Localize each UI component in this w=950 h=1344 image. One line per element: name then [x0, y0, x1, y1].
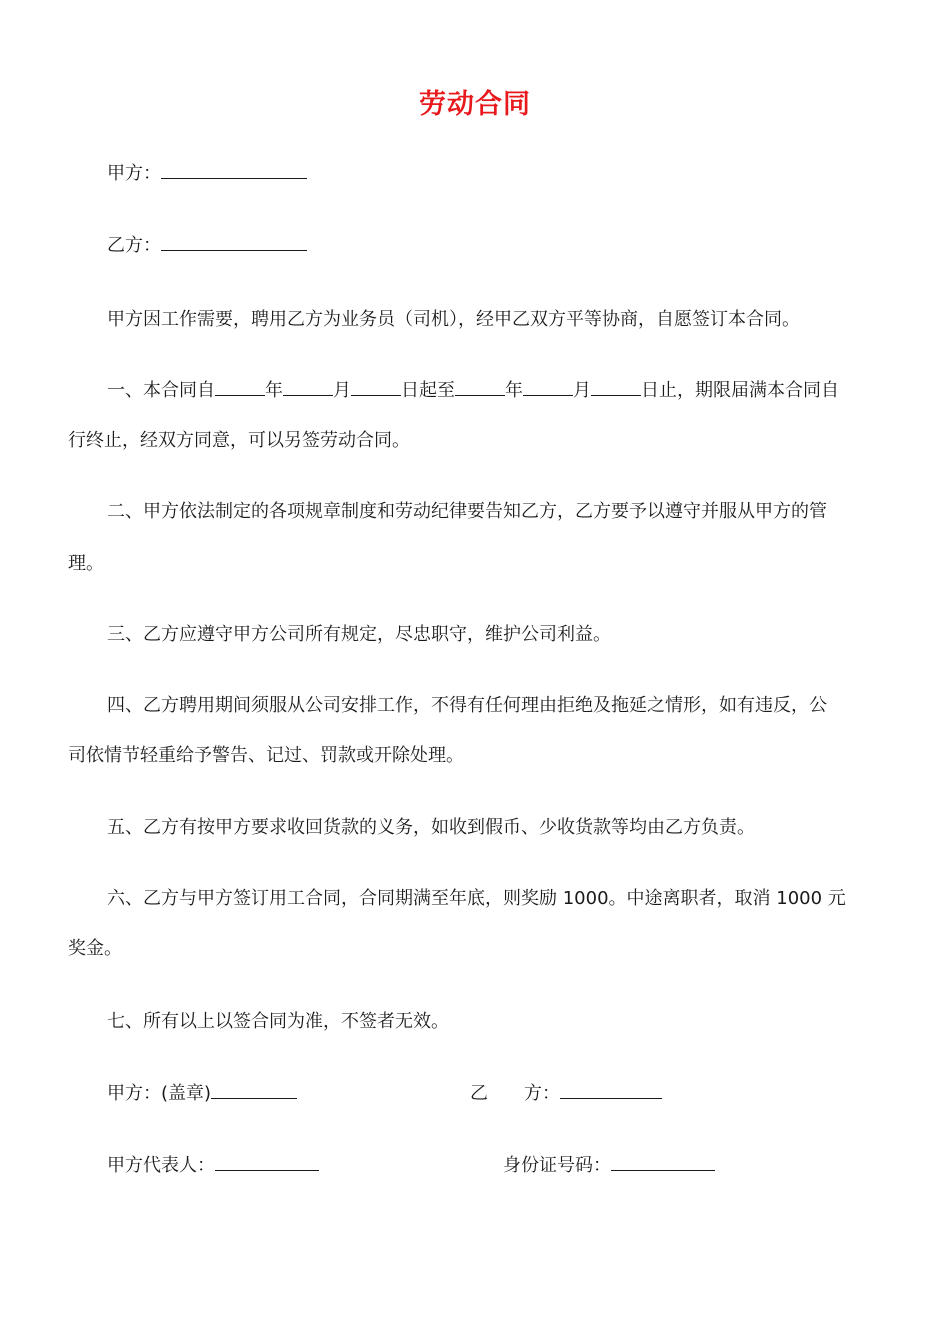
signature-party-b — [470, 1068, 662, 1120]
party-a-line — [107, 148, 922, 200]
representative-line — [107, 1140, 319, 1192]
party-b-blank — [161, 234, 307, 251]
clause-1-day-1: 日起至 — [401, 380, 455, 401]
end-year-blank — [455, 379, 505, 396]
clause-6-line-2: 奖金。 — [68, 938, 122, 959]
end-day-blank — [591, 379, 641, 396]
party-b-label: 乙方： — [107, 235, 161, 256]
clause-1-month-2: 月 — [573, 380, 591, 401]
clause-6-line-1: 六、乙方与甲方签订用工合同，合同期满至年底，则奖励 1000。中途离职者，取消 1000 元 — [107, 888, 846, 909]
party-a-blank — [161, 162, 307, 179]
clause-1-month-1: 月 — [333, 380, 351, 401]
start-year-blank — [215, 379, 265, 396]
start-day-blank — [351, 379, 401, 396]
signature-party-a-label: 甲方：(盖章) — [107, 1083, 212, 1104]
document-title: 劳动合同 — [419, 89, 531, 120]
representative-label: 甲方代表人： — [107, 1155, 215, 1176]
clause-1-line-2: 行终止，经双方同意，可以另签劳动合同。 — [68, 430, 410, 451]
end-month-blank — [523, 379, 573, 396]
clause-2-line-2: 理。 — [68, 553, 104, 574]
id-number-blank — [611, 1154, 715, 1171]
clause-4-line-2: 司依情节轻重给予警告、记过、罚款或开除处理。 — [68, 745, 464, 766]
start-month-blank — [283, 379, 333, 396]
clause-1-prefix: 一、本合同自 — [107, 380, 215, 401]
signature-party-b-label: 乙 方： — [470, 1083, 560, 1104]
clause-2-line-1: 二、甲方依法制定的各项规章制度和劳动纪律要告知乙方，乙方要予以遵守并服从甲方的管 — [107, 501, 827, 522]
clause-3: 三、乙方应遵守甲方公司所有规定，尽忠职守，维护公司利益。 — [107, 624, 611, 645]
id-number-line — [503, 1140, 715, 1192]
intro-paragraph: 甲方因工作需要，聘用乙方为业务员（司机），经甲乙双方平等协商，自愿签订本合同。 — [107, 309, 800, 330]
clause-1-day-2: 日止，期限届满本合同自 — [641, 380, 839, 401]
clause-1-year-1: 年 — [265, 380, 283, 401]
party-a-label: 甲方： — [107, 163, 161, 184]
signature-party-a — [107, 1068, 297, 1120]
clause-4-line-1: 四、乙方聘用期间须服从公司安排工作，不得有任何理由拒绝及拖延之情形，如有违反，公 — [107, 695, 827, 716]
representative-blank — [215, 1154, 319, 1171]
id-number-label: 身份证号码： — [503, 1155, 611, 1176]
clause-1-line-1 — [107, 365, 922, 417]
party-b-line — [107, 220, 922, 272]
clause-1-year-2: 年 — [505, 380, 523, 401]
signature-party-b-blank — [560, 1082, 662, 1099]
clause-7: 七、所有以上以签合同为准，不签者无效。 — [107, 1011, 449, 1032]
signature-party-a-blank — [211, 1082, 297, 1099]
clause-5: 五、乙方有按甲方要求收回货款的义务，如收到假币、少收货款等均由乙方负责。 — [107, 817, 755, 838]
